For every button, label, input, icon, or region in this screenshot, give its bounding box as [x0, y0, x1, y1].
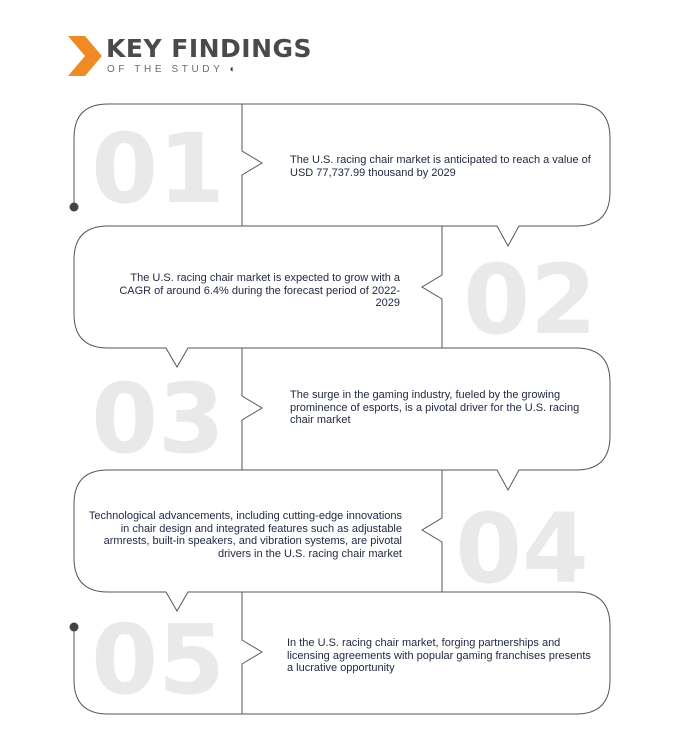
finding-1-number: 01 — [91, 113, 225, 225]
card-2-divider — [422, 226, 442, 348]
finding-4-text: Technological advancements, including cutting-edge innovations in chair design and integrated features such as adjustable armrests, built-in speakers, and vibration systems, are pivotal drivers in the U.S. racing chair market — [88, 510, 402, 560]
finding-1-text: The U.S. racing chair market is anticipated to reach a value of USD 77,737.99 thousand by 2029 — [290, 154, 591, 179]
finding-5-number: 05 — [91, 604, 225, 716]
finding-2-number: 02 — [463, 244, 597, 356]
card-3-divider — [242, 348, 262, 470]
header-subtitle-text: OF THE STUDY — [107, 64, 224, 75]
dot-icon: ◐ — [229, 64, 236, 75]
line-end-dot — [70, 623, 79, 632]
finding-4-number: 04 — [455, 493, 589, 605]
finding-2-text: The U.S. racing chair market is expected to grow with a CAGR of around 6.4% during the forecast period of 2022-2029 — [119, 272, 400, 309]
card-4-divider — [422, 470, 442, 592]
line-start-dot — [70, 203, 79, 212]
card-5-divider — [242, 592, 262, 714]
finding-3-number: 03 — [91, 363, 225, 475]
card-1-divider — [242, 104, 262, 226]
finding-3-text: The surge in the gaming industry, fueled by the growing prominence of esports, is a pivotal driver for the U.S. racing chair market — [290, 389, 580, 426]
finding-5-text: In the U.S. racing chair market, forging partnerships and licensing agreements with popular gaming franchises presents a lucrative opportunity — [287, 637, 591, 674]
header-title: KEY FINDINGS — [106, 34, 313, 63]
